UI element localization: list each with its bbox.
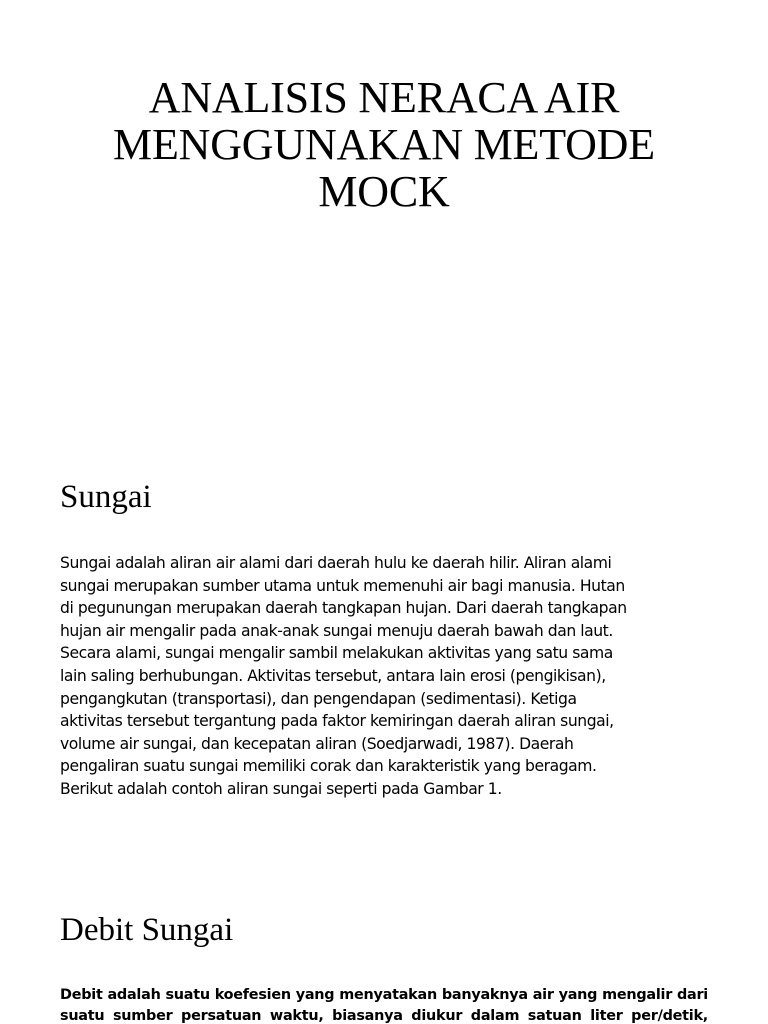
paragraph-line: Berikut adalah contoh aliran sungai seperti pada Gambar 1. xyxy=(60,779,502,798)
paragraph-line: di pegunungan merupakan daerah tangkapan hujan. Dari daerah tangkapan xyxy=(60,599,627,618)
paragraph-line: hujan air mengalir pada anak-anak sungai menuju daerah bawah dan laut. xyxy=(60,621,613,640)
paragraph-debit-sungai xyxy=(60,985,708,1024)
document-title xyxy=(60,74,708,215)
title-line: MOCK xyxy=(318,167,450,216)
section-heading-debit-sungai: Debit Sungai xyxy=(60,912,234,948)
paragraph-line: aktivitas tersebut tergantung pada faktor kemiringan daerah aliran sungai, xyxy=(60,712,614,731)
paragraph-line: Debit adalah suatu koefesien yang menyatakan banyaknya air yang mengalir dari xyxy=(60,987,708,1003)
paragraph-line: pengangkutan (transportasi), dan pengendapan (sedimentasi). Ketiga xyxy=(60,689,577,708)
title-line: ANALISIS NERACA AIR xyxy=(148,73,620,122)
paragraph-line: Secara alami, sungai mengalir sambil melakukan aktivitas yang satu sama xyxy=(60,644,613,663)
paragraph-line: sungai merupakan sumber utama untuk memenuhi air bagi manusia. Hutan xyxy=(60,576,625,595)
section-heading-sungai: Sungai xyxy=(60,479,152,515)
title-line: MENGGUNAKAN METODE xyxy=(113,120,655,169)
paragraph-line: pengaliran suatu sungai memiliki corak dan karakteristik yang beragam. xyxy=(60,757,597,776)
paragraph-line: volume air sungai, dan kecepatan aliran (Soedjarwadi, 1987). Daerah xyxy=(60,734,574,753)
paragraph-line: Sungai adalah aliran air alami dari daerah hulu ke daerah hilir. Aliran alami xyxy=(60,554,612,572)
paragraph-sungai xyxy=(60,552,720,801)
paragraph-line: lain saling berhubungan. Aktivitas tersebut, antara lain erosi (pengikisan), xyxy=(60,666,606,685)
paragraph-line: suatu sumber persatuan waktu, biasanya diukur dalam satuan liter per/detik, xyxy=(60,1008,708,1024)
